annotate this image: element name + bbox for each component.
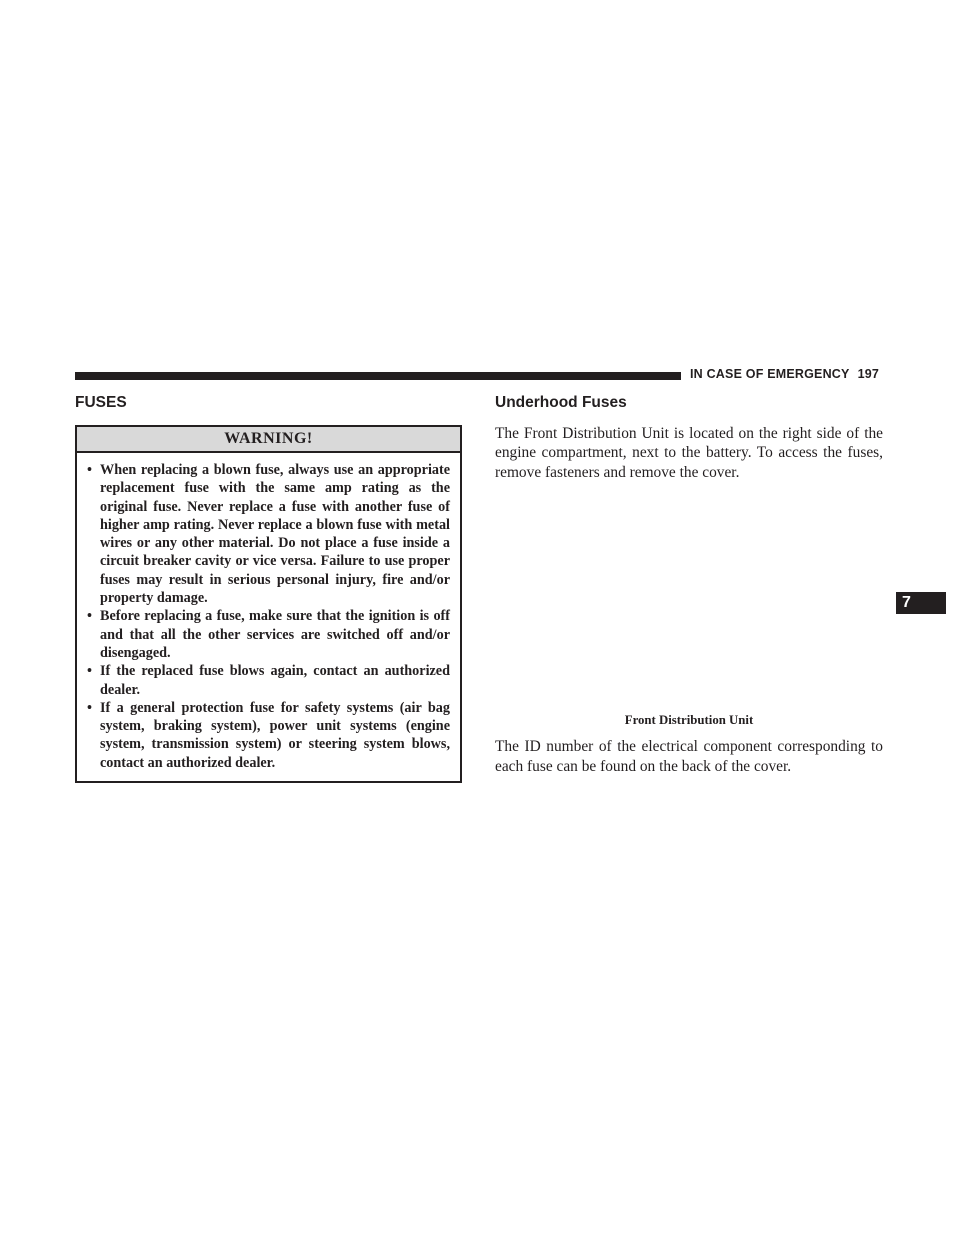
warning-title: WARNING! [77,427,460,453]
figure-area [495,482,883,712]
page-number: 197 [857,367,880,381]
warning-item [87,607,450,662]
left-column [75,394,462,783]
right-column [495,394,883,776]
warning-box [75,425,462,783]
warning-item-text: If a general protection fuse for safety systems (air bag system, braking system), power unit systems (engine system, transmission system) or steering system blows, contact an authorized dealer. [100,699,450,771]
warning-item [87,662,450,699]
warning-item [87,699,450,772]
warning-item-text: If the replaced fuse blows again, contact an authorized dealer. [100,663,450,698]
bullet-icon: • [87,699,92,716]
cover-id-paragraph: The ID number of the electrical component corresponding to each fuse can be found on the back of the cover. [495,738,883,775]
intro-paragraph: The Front Distribution Unit is located on the right side of the engine compartment, next to the battery. To access the fuses, remove fasteners and remove the cover. [495,425,883,481]
chapter-tab: 7 [896,592,946,614]
warning-list [77,453,460,781]
bullet-icon: • [87,608,92,625]
warning-item-text: Before replacing a fuse, make sure that the ignition is off and that all the other services are switched off and/or disengaged. [100,608,450,661]
figure-caption: Front Distribution Unit [624,713,754,728]
section-title: IN CASE OF EMERGENCY [690,367,850,381]
fuses-heading: FUSES [75,394,127,411]
warning-item-text: When replacing a blown fuse, always use an appropriate replacement fuse with the same amp rating as the original fuse. Never replace a fuse with another fuse of higher amp rating. Never replace a blown fuse with metal wires or any other material. Do not place a fuse inside a circuit breaker cavity or vice versa. Failure to use proper fuses may result in serious personal injury, fire and/or property damage. [100,462,450,607]
underhood-fuses-heading: Underhood Fuses [495,394,627,411]
warning-item [87,461,450,607]
running-header [690,367,930,381]
bullet-icon: • [87,462,92,478]
header-rule [75,372,681,380]
bullet-icon: • [87,663,92,680]
